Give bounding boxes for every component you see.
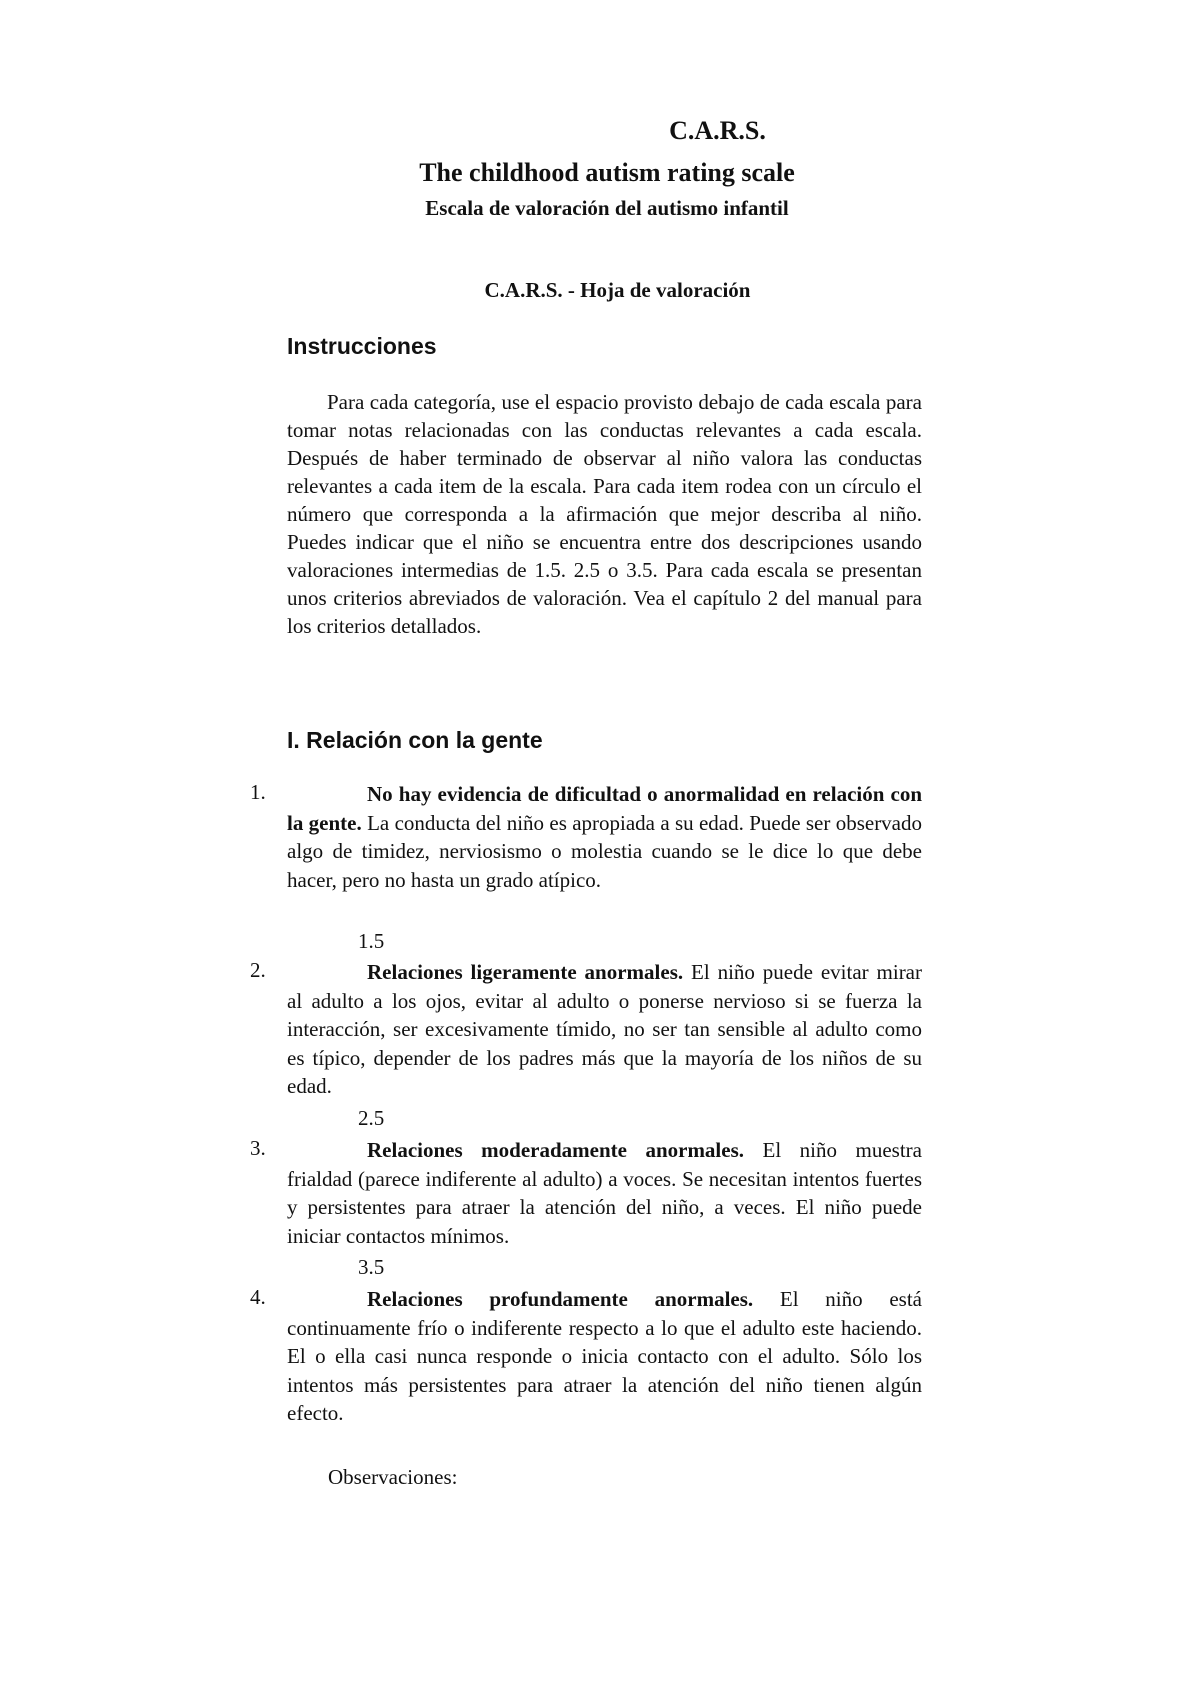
section-heading: I. Relación con la gente bbox=[287, 727, 543, 753]
intermediate-rating: 2.5 bbox=[358, 1106, 385, 1130]
observations-label: Observaciones: bbox=[328, 1465, 458, 1489]
rating-item-3 bbox=[287, 1136, 922, 1250]
item-description: El niño está continuamente frío o indiferente respecto a lo que el adulto este haciendo. El o ella casi nunca responde o inicia contacto con el adulto. Sólo los intentos más persistentes para atraer la atención del niño tienen algún efecto. bbox=[287, 1287, 922, 1425]
item-lead: Relaciones ligeramente anormales. bbox=[367, 960, 684, 984]
item-lead: Relaciones profundamente anormales. bbox=[367, 1287, 754, 1311]
instructions-heading: Instrucciones bbox=[287, 333, 437, 359]
rating-item-1 bbox=[287, 780, 922, 894]
item-description: El niño muestra frialdad (parece indiferente al adulto) a voces. Se necesitan intentos fuertes y persistentes para atraer la atención del niño, a veces. El niño puede iniciar contactos mínimos. bbox=[287, 1138, 922, 1248]
item-number: 2. bbox=[250, 958, 266, 982]
instructions-paragraph: Para cada categoría, use el espacio provisto debajo de cada escala para tomar notas relacionadas con las conductas relevantes a cada escala. Después de haber terminado de observar al niño valora las conductas relevantes a cada item de la escala. Para cada item rodea con un círculo el número que corresponda a la afirmación que mejor describa al niño. Puedes indicar que el niño se encuentra entre dos descripciones usando valoraciones intermedias de 1.5. 2.5 o 3.5. Para cada escala se presentan unos criterios abreviados de valoración. Vea el capítulo 2 del manual para los criterios detallados. bbox=[287, 390, 922, 638]
item-number: 3. bbox=[250, 1136, 266, 1160]
item-description: La conducta del niño es apropiada a su edad. Puede ser observado algo de timidez, nerviosismo o molestia cuando se le dice lo que debe hacer, pero no hasta un grado atípico. bbox=[287, 810, 923, 892]
english-title: The childhood autism rating scale bbox=[419, 158, 795, 187]
item-lead: Relaciones moderadamente anormales. bbox=[367, 1138, 745, 1162]
item-number: 1. bbox=[250, 780, 266, 804]
rating-item-2 bbox=[287, 958, 922, 1101]
item-lead: No hay evidencia de dificultad o anormalidad en relación con la gente. bbox=[287, 782, 922, 835]
intermediate-rating: 1.5 bbox=[358, 929, 385, 953]
spanish-title: Escala de valoración del autismo infantil bbox=[425, 196, 789, 220]
item-description: El niño puede evitar mirar al adulto a los ojos, evitar al adulto o ponerse nervioso si se fuerza la interacción, ser excesivamente tímido, no ser tan sensible al adulto como es típico, depender de los padres más que la mayoría de los niños de su edad. bbox=[287, 960, 922, 1098]
acronym-title: C.A.R.S. bbox=[669, 116, 766, 145]
item-number: 4. bbox=[250, 1285, 266, 1309]
rating-item-4 bbox=[287, 1285, 922, 1428]
intermediate-rating: 3.5 bbox=[358, 1255, 385, 1279]
sheet-title: C.A.R.S. - Hoja de valoración bbox=[484, 278, 751, 302]
